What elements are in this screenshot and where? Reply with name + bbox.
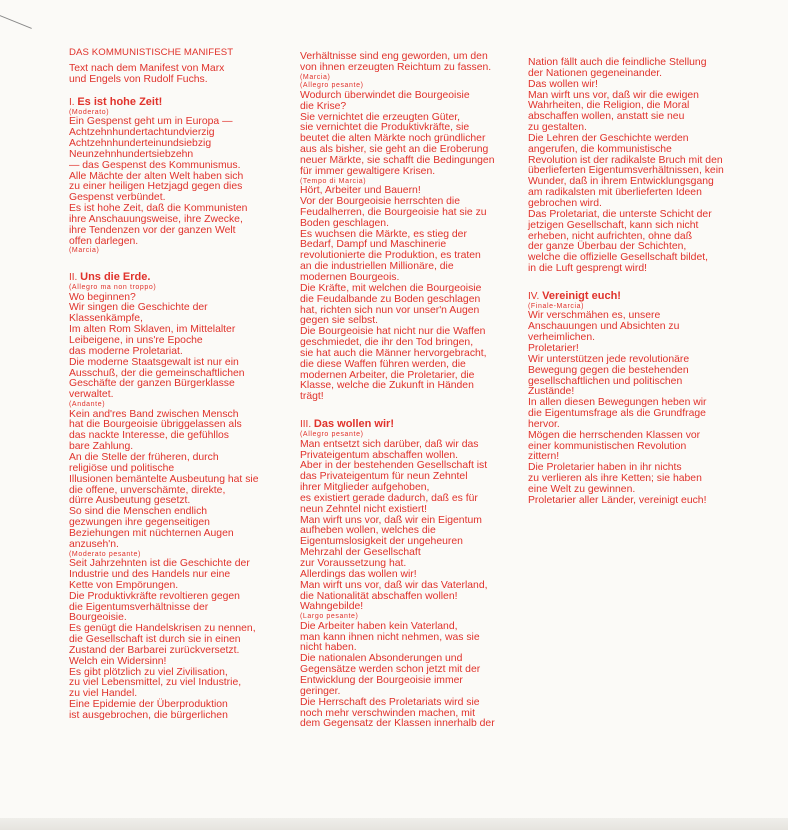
lyric-line: religiöse und politische (69, 462, 175, 474)
lyric-line: Wodurch überwindet die Bourgeoisie (300, 89, 470, 101)
column-1 (69, 47, 291, 722)
section-number: IV. (528, 290, 540, 302)
section-heading (528, 290, 750, 303)
intro-line: Text nach dem Manifest von Marx (69, 63, 225, 74)
lyric-line: Es ist hohe Zeit, daß die Kommunisten (69, 203, 248, 215)
lyric-line: Zustand der Barbarei zurückversetzt. (69, 644, 240, 656)
lyric-line: nicht haben. (300, 642, 357, 654)
lyric-line: der Nationen gegeneinander. (528, 67, 663, 79)
lyric-line: beutet die alten Märkte noch gründlicher (300, 133, 486, 145)
lyric-line: An die Stelle der früheren, durch (69, 452, 219, 463)
lyric-line: gezwungen ihre gegenseitigen (69, 517, 210, 529)
lyric-line: die Gesellschaft ist durch sie in einen (69, 634, 241, 646)
lyric-line: die Eigentumsverhältnisse der (69, 601, 209, 613)
lyric-line: In allen diesen Bewegungen heben wir (528, 397, 707, 409)
lyric-line: Die nationalen Absonderungen und (300, 653, 463, 665)
lyric-line: Man wirft uns vor, daß wir die ewigen (528, 89, 699, 101)
lyric-line: — das Gespenst des Kommunismus. (69, 159, 241, 171)
section-number: III. (300, 419, 312, 431)
lyric-line: für immer gewaltigere Krisen. (300, 165, 436, 177)
lyric-line: Man wirft uns vor, daß wir das Vaterland, (300, 579, 488, 591)
lyric-line: Anschauungen und Absichten zu (528, 321, 680, 333)
lyric-line: Nation fällt auch die feindliche Stellung (528, 57, 707, 68)
lyric-line: Seit Jahrzehnten ist die Geschichte der (69, 558, 250, 570)
lyric-line: das nackte Interesse, die gefühllos (69, 430, 229, 442)
lyric-line: zu verlieren als ihre Ketten; sie haben (528, 473, 702, 485)
lyric-line: modernen Arbeiter, die Proletarier, die (300, 369, 475, 381)
lyric-line: Gegensätze werden schon jetzt mit der (300, 664, 481, 676)
lyric-line: Ein Gespenst geht um in Europa — (69, 116, 233, 128)
lyric-line: hat, richten sich nun vor unser'n Augen (300, 304, 480, 316)
section-gap (69, 256, 291, 267)
lyric-line: geschmiedet, die ihr den Tod bringen, (300, 337, 474, 349)
section-title: Vereinigt euch! (542, 289, 621, 302)
lyric-line: bare Zahlung. (69, 441, 134, 453)
lyric-line: Die moderne Staatsgewalt ist nur ein (69, 356, 239, 368)
lyric-line: zur Voraussetzung hat. (300, 557, 407, 569)
lyric-line: Kette von Empörungen. (69, 579, 179, 591)
lyric-line: modernen Bourgeois. (300, 271, 400, 283)
section-title: Es ist hohe Zeit! (77, 95, 163, 108)
lyric-line: Im alten Rom Sklaven, im Mittelalter (69, 324, 236, 336)
lyric-line: noch mehr verschwinden machen, mit (300, 707, 475, 719)
lyric-line: in die Luft gesprengt wird! (528, 263, 647, 275)
lyric-line: Wir verschmähen es, unsere (528, 310, 661, 322)
lyric-line: Welch ein Widersinn! (69, 655, 167, 667)
lyric-line: die Eigentumsfrage als die Grundfrage (528, 408, 706, 420)
lyric-line: neuer Märkte, sie schafft die Bedingungen (300, 154, 495, 166)
section-title: Uns die Erde. (80, 271, 151, 283)
lyric-line: gebrochen wird. (528, 197, 602, 209)
lyric-line: Die Produktivkräfte revoltieren gegen (69, 590, 240, 602)
lyric-line: Wahngebilde! (300, 601, 364, 613)
lyric-line: Achtzehnhunderteinundsiebzig (69, 137, 212, 149)
column-2-text (300, 52, 515, 730)
section-number: I. (69, 96, 75, 108)
section-gap (300, 403, 515, 414)
lyric-line: einer kommunistischen Revolution (528, 440, 687, 452)
lyric-line: zu gestalten. (528, 122, 587, 134)
lyric-line: Kein and'res Band zwischen Mensch (69, 408, 239, 420)
lyric-line: revolutionierte die Produktion, es traten (300, 250, 481, 262)
lyric-line: Proletarier! (528, 343, 579, 354)
lyric-line: sie hat auch die Männer hervorgebracht, (300, 347, 487, 359)
tempo-marking: (Moderato pesante) (69, 550, 141, 558)
lyric-line: Die Proletarier haben in ihr nichts (528, 462, 682, 474)
intro-line: und Engels von Rudolf Fuchs. (69, 73, 208, 85)
lyric-line: zu einer heiligen Hetzjagd gegen dies (69, 181, 243, 193)
tempo-marking: (Marcia) (69, 247, 100, 255)
column-3-text (528, 58, 750, 507)
section-heading (69, 96, 291, 109)
lyric-line: die Krise? (300, 100, 347, 112)
tempo-marking: (Finale-Marcia) (528, 302, 585, 310)
lyric-line: Die Kräfte, mit welchen die Bourgeoisie (300, 282, 482, 294)
lyric-line: Eigentumslosigkeit der ungeheuren (300, 536, 463, 548)
lyric-line: dürre Ausbeutung gesetzt. (69, 495, 191, 507)
tempo-marking: (Allegro pesante) (300, 82, 364, 90)
lyric-line: Die Arbeiter haben kein Vaterland, (300, 620, 458, 632)
lyric-line: Vor der Bourgeoisie herrschten die (300, 196, 460, 208)
lyric-line: trägt! (300, 391, 324, 403)
lyric-line: Klassenkämpfe, (69, 313, 143, 325)
lyric-line: Revolution ist der radikalste Bruch mit den (528, 154, 723, 166)
lyric-line: Eine Epidemie der Überproduktion (69, 699, 228, 711)
column-1-text (69, 96, 291, 722)
lyric-line: Die Bourgeoisie hat nicht nur die Waffen (300, 326, 486, 338)
tempo-marking: (Allegro ma non troppo) (69, 284, 157, 291)
lyric-line: Wahrheiten, die Religion, die Moral (528, 100, 690, 112)
lyric-line: die Nationalität abschaffen wollen! (300, 590, 458, 602)
lyric-line: die offene, unverschämte, direkte, (69, 484, 226, 496)
section-number: II. (69, 272, 78, 283)
lyric-line: welche die offizielle Gesellschaft bildet, (528, 252, 709, 264)
lyric-line: Sie vernichtet die erzeugten Güter, (300, 111, 460, 123)
lyric-line: Zustände! (528, 386, 575, 398)
lyric-line: Feudalherren, die Bourgeoisie hat sie zu (300, 206, 487, 218)
tempo-marking: (Marcia) (300, 73, 331, 81)
lyric-line: der ganze Überbau der Schichten, (528, 241, 687, 253)
lyric-line: das Privateigentum für neun Zehntel (300, 471, 468, 483)
lyric-line: es existiert gerade dadurch, daß es für (300, 492, 478, 504)
lyric-line: Gespenst verbündet. (69, 192, 166, 204)
lyric-line: Bewegung gegen die bestehenden (528, 364, 689, 376)
lyric-line: verwaltet. (69, 389, 114, 401)
lyric-line: Bedarf, Dampf und Maschinerie (300, 239, 447, 251)
lyric-line: Wir singen die Geschichte der (69, 302, 208, 314)
tempo-marking: (Allegro pesante) (300, 431, 364, 439)
lyric-line: Neunzehnhundertsiebzehn (69, 148, 194, 160)
lyric-line: Industrie und des Handels nur eine (69, 569, 231, 581)
lyric-line: angerufen, die kommunistische (528, 143, 672, 155)
lyric-line: Das wollen wir! (528, 78, 598, 90)
tempo-marking: (Tempo di Marcia) (300, 177, 367, 185)
section-title: Das wollen wir! (313, 418, 394, 431)
lyric-line: ihre Tendenzen vor der ganzen Welt (69, 224, 236, 236)
lyric-line: zu viel Lebensmittel, zu viel Industrie, (69, 677, 242, 689)
lyric-line: zu viel Handel. (69, 688, 138, 700)
lyric-line: Man wirft uns vor, daß wir ein Eigentum (300, 514, 482, 526)
lyric-line: man kann ihnen nicht nehmen, was sie (300, 631, 480, 643)
lyric-line: Mehrzahl der Gesellschaft (300, 547, 421, 559)
lyric-line: So sind die Menschen endlich (69, 506, 208, 518)
lyric-line: Ausschuß, der die gemeinschaftlichen (69, 367, 245, 379)
lyric-line: das moderne Proletariat. (69, 345, 183, 357)
tempo-marking: (Largo pesante) (300, 613, 359, 621)
column-3 (528, 58, 750, 507)
lyric-line: Leibeigene, in uns're Epoche (69, 334, 203, 346)
lyric-line: Mögen die herrschenden Klassen vor (528, 429, 701, 441)
lyric-line: Klasse, welche die Zukunft in Händen (300, 380, 474, 392)
lyric-line: Allerdings das wollen wir! (300, 568, 417, 580)
lyric-line: Aber in der bestehenden Gesellschaft ist (300, 460, 488, 472)
tempo-marking: (Andante) (69, 401, 106, 409)
lyric-line: Verhältnisse sind eng geworden, um den (300, 51, 488, 62)
lyric-line: Bourgeoisie. (69, 612, 127, 624)
lyric-line: Wir unterstützen jede revolutionäre (528, 353, 690, 365)
lyric-line: neun Zehntel nicht existiert! (300, 503, 428, 515)
page-bottom-edge (0, 818, 788, 830)
lyric-line: hat die Bourgeoisie übriggelassen als (69, 419, 242, 431)
column-2 (300, 52, 515, 730)
lyric-line: überlieferten Eigentumsverhältnissen, kein (528, 165, 724, 177)
lyric-line: Die Herrschaft des Proletariats wird sie (300, 696, 480, 708)
page-corner-mark (0, 0, 37, 29)
lyric-line: gesellschaftlichen und politischen (528, 375, 683, 387)
lyric-line: Privateigentum abschaffen wollen. (300, 449, 459, 461)
lyric-line: Proletarier aller Länder, vereinigt euch! (528, 494, 707, 506)
lyric-line: am radikalsten mit überlieferten Ideen (528, 187, 702, 199)
lyric-line: offen darlegen. (69, 235, 139, 247)
section-heading (69, 271, 291, 284)
lyric-line: aus als bisher, sie geht an die Eroberung (300, 144, 489, 156)
lyric-line: Boden geschlagen. (300, 217, 389, 229)
lyric-line: Die Lehren der Geschichte werden (528, 132, 689, 144)
lyric-line: Alle Mächte der alten Welt haben sich (69, 170, 244, 182)
lyric-line: Achtzehnhundertachtundvierzig (69, 127, 215, 139)
lyric-line: Entwicklung der Bourgeoisie immer (300, 675, 463, 686)
lyric-line: Geschäfte der ganzen Bürgerklasse (69, 378, 235, 390)
lyric-line: Es genügt die Handelskrisen zu nennen, (69, 623, 256, 635)
lyric-line: von ihnen erzeugten Reichtum zu fassen. (300, 61, 492, 73)
lyric-line: geringer. (300, 685, 341, 697)
lyric-line: erheben, nicht aufrichten, ohne daß (528, 230, 693, 242)
tempo-marking: (Moderato) (69, 108, 110, 116)
lyric-line: an die industriellen Millionäre, die (300, 261, 454, 273)
lyric-line: gegen sie selbst. (300, 315, 378, 327)
lyric-line: Illusionen bemäntelte Ausbeutung hat sie (69, 473, 259, 485)
lyric-line: Es wuchsen die Märkte, es stieg der (300, 228, 467, 240)
lyric-line: zittern! (528, 451, 560, 463)
lyric-line: die diese Waffen führen werden, die (300, 358, 466, 370)
section-heading (300, 418, 515, 431)
lyric-line: Es gibt plötzlich zu viel Zivilisation, (69, 666, 228, 678)
document-title: DAS KOMMUNISTISCHE MANIFEST (69, 47, 234, 58)
lyric-line: eine Welt zu gewinnen. (528, 483, 636, 495)
lyric-line: ihrer Mitglieder aufgehoben, (300, 482, 430, 494)
lyric-line: anzuseh'n. (69, 538, 119, 550)
lyric-line: dem Gegensatz der Klassen innerhalb der (300, 718, 495, 730)
lyric-line: abschaffen wollen, anstatt sie neu (528, 111, 685, 123)
lyric-line: die Feudalbande zu Boden geschlagen (300, 293, 481, 305)
lyric-line: Hört, Arbeiter und Bauern! (300, 185, 421, 197)
section-gap (528, 275, 750, 286)
lyric-line: hervor. (528, 418, 560, 430)
lyric-line: Wo beginnen? (69, 291, 136, 303)
lyric-line: jetzigen Gesellschaft, kann sich nicht (528, 219, 699, 231)
lyric-line: verheimlichen. (528, 332, 595, 344)
lyric-line: aufheben wollen, welches die (300, 525, 436, 537)
lyric-line: Wunder, daß in ihrem Entwicklungsgang (528, 176, 714, 188)
lyric-line: sie vernichtet die Produktivkräfte, sie (300, 122, 470, 134)
lyric-line: Das Proletariat, die unterste Schicht der (528, 208, 712, 220)
lyric-line: ihre Anschauungsweise, ihre Zwecke, (69, 213, 243, 225)
lyric-line: Beziehungen mit nüchternen Augen (69, 527, 234, 539)
lyric-line: Man entsetzt sich darüber, daß wir das (300, 438, 479, 450)
lyric-line: ist ausgebrochen, die bürgerlichen (69, 710, 228, 721)
